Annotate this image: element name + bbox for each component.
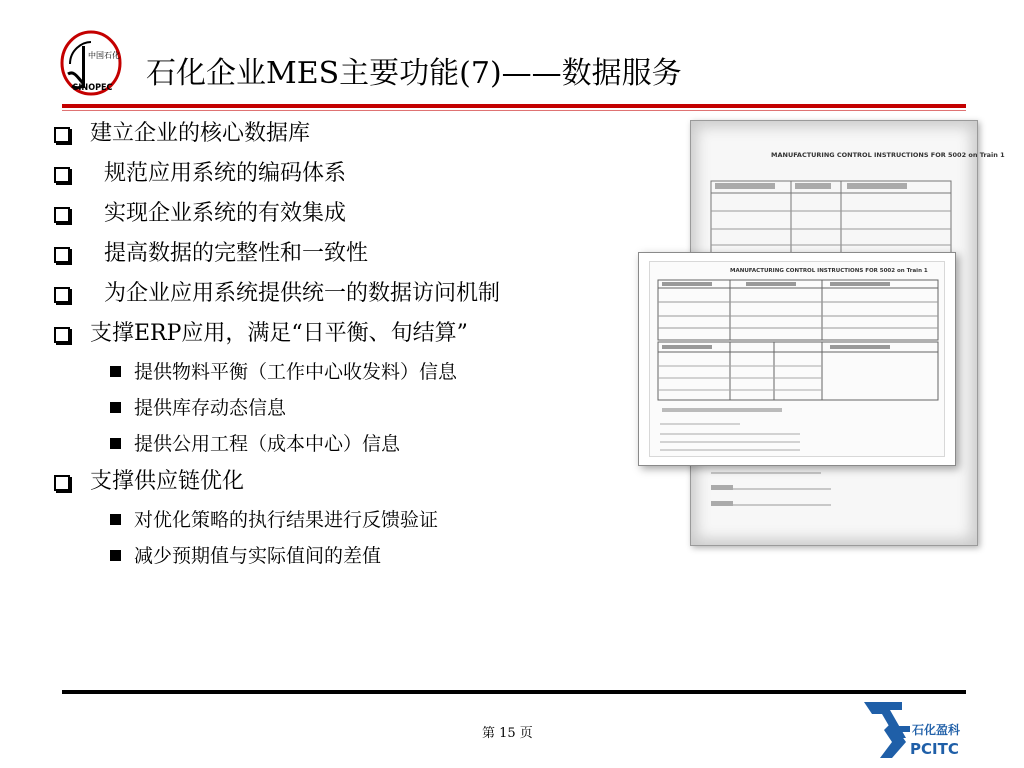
checkbox-bullet-icon (54, 287, 70, 303)
bullet-text: 规范应用系统的编码体系 (104, 161, 347, 186)
bullet-item (50, 114, 650, 154)
document-front-page (649, 261, 945, 457)
logo-chinese-text: 中国石化 (88, 51, 120, 60)
page-number: 第 15 页 (482, 726, 533, 741)
bullet-text: 提高数据的完整性和一致性 (104, 241, 369, 266)
document-front-heading: MANUFACTURING CONTROL INSTRUCTIONS FOR 5002 on Train 1 (730, 268, 928, 274)
title-divider-thin (62, 110, 966, 111)
square-bullet-icon (110, 402, 121, 413)
pcitc-chinese-text: 石化盈科 (912, 723, 961, 737)
bullet-item (50, 314, 650, 354)
bullet-item (50, 234, 650, 274)
checkbox-bullet-icon (54, 207, 70, 223)
bullet-item (50, 462, 650, 502)
sub-bullet-text: 对优化策略的执行结果进行反馈验证 (134, 509, 439, 531)
document-image-front (638, 252, 956, 466)
bullet-list (50, 114, 650, 574)
sub-bullet-item (50, 426, 650, 462)
checkbox-bullet-icon (54, 475, 70, 491)
logo-latin-text: SINOPEC (72, 82, 113, 94)
pcitc-logo (862, 698, 966, 760)
title-divider (62, 104, 966, 108)
document-back-heading: MANUFACTURING CONTROL INSTRUCTIONS FOR 5002 on Train 1 (771, 151, 1005, 159)
bullet-item (50, 274, 650, 314)
checkbox-bullet-icon (54, 167, 70, 183)
sub-bullet-text: 提供库存动态信息 (134, 397, 287, 419)
sub-bullet-item (50, 538, 650, 574)
square-bullet-icon (110, 514, 121, 525)
bullet-text: 支撑供应链优化 (90, 469, 245, 494)
bullet-item (50, 194, 650, 234)
sinopec-logo (60, 30, 122, 96)
sub-bullet-item (50, 390, 650, 426)
pcitc-latin-text: PCITC (910, 740, 959, 758)
bullet-text: 建立企业的核心数据库 (90, 121, 311, 146)
square-bullet-icon (110, 438, 121, 449)
page-title: 石化企业MES主要功能(7)——数据服务 (146, 56, 682, 91)
sub-bullet-item (50, 502, 650, 538)
checkbox-bullet-icon (54, 247, 70, 263)
sub-bullet-item (50, 354, 650, 390)
sub-bullet-text: 减少预期值与实际值间的差值 (134, 545, 382, 567)
checkbox-bullet-icon (54, 327, 70, 343)
bullet-text: 为企业应用系统提供统一的数据访问机制 (104, 281, 501, 306)
square-bullet-icon (110, 366, 121, 377)
bullet-item (50, 154, 650, 194)
bullet-text: 支撑ERP应用，满足“日平衡、旬结算” (90, 321, 468, 346)
square-bullet-icon (110, 550, 121, 561)
sub-bullet-text: 提供物料平衡（工作中心收发料）信息 (134, 361, 458, 383)
sub-bullet-text: 提供公用工程（成本中心）信息 (134, 433, 401, 455)
bullet-text: 实现企业系统的有效集成 (104, 201, 347, 226)
footer-divider (62, 690, 966, 694)
document-front-form-lines (650, 262, 944, 456)
checkbox-bullet-icon (54, 127, 70, 143)
